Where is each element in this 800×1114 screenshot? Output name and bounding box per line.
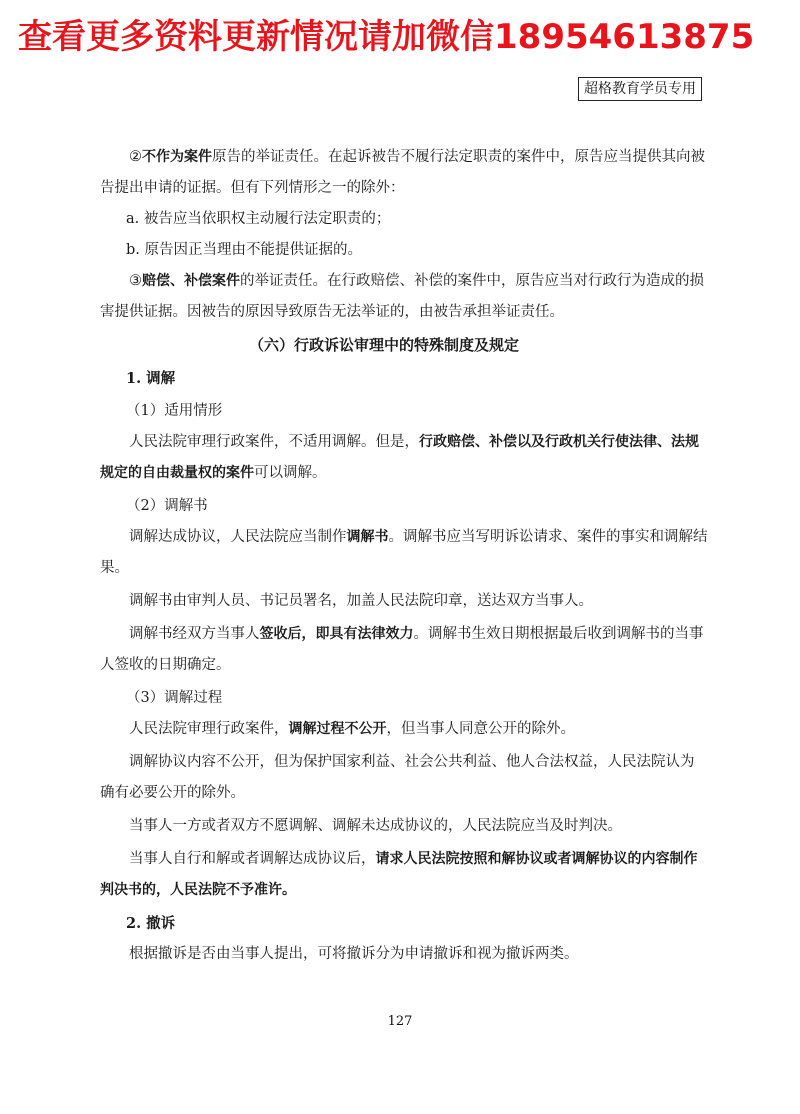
bold-term: 调解过程不公开 [288, 721, 387, 737]
page-content [100, 142, 708, 970]
subsection-subheading: （1）适用情形 [126, 403, 223, 419]
list-item: a. 被告应当依职权主动履行法定职责的； [126, 211, 391, 227]
paragraph [100, 266, 708, 328]
paragraph [100, 619, 708, 681]
paragraph-text: 人民法院审理行政案件，不适用调解。但是， [129, 434, 419, 450]
paragraph [100, 427, 708, 489]
paragraph-text: 。调解书生效日期根据最后收到调解书的当事人签收的日期确定。 [100, 626, 704, 673]
bold-term: 赔偿、补偿案件 [142, 273, 240, 289]
circled-number: ③ [129, 273, 142, 289]
paragraph-text: ，但当事人同意公开的除外。 [386, 721, 575, 737]
paragraph [100, 522, 708, 584]
paragraph-text: 当事人自行和解或者调解达成协议后， [129, 851, 376, 867]
paragraph: 当事人一方或者双方不愿调解、调解未达成协议的，人民法院应当及时判决。 [129, 818, 622, 834]
paragraph [100, 142, 708, 204]
paragraph: 调解协议内容不公开，但为保护国家利益、社会公共利益、他人合法权益，人民法院认为确有必要公开的除外。 [100, 754, 695, 801]
paragraph-text: 调解达成协议，人民法院应当制作 [129, 529, 347, 545]
paragraph-text: 原告的举证责任。在起诉被告不履行法定职责的案件中，原告应当提供其向被告提出申请的证据。但有下列情形之一的除外： [100, 149, 705, 196]
watermark-banner: 查看更多资料更新情况请加微信18954613875 [18, 17, 755, 57]
bold-term: 签收后，即具有法律效力 [259, 626, 414, 642]
subsection-subheading: （2）调解书 [126, 498, 208, 514]
paragraph: 调解书由审判人员、书记员署名，加盖人民法院印章，送达双方当事人。 [129, 593, 593, 609]
list-item: b. 原告因正当理由不能提供证据的。 [126, 242, 362, 258]
page-number: 127 [387, 1014, 413, 1029]
paragraph [100, 844, 708, 906]
paragraph [100, 714, 708, 745]
subsection-heading: 2. 撤诉 [126, 915, 176, 932]
section-heading: （六）行政诉讼审理中的特殊制度及规定 [248, 336, 519, 354]
subsection-heading: 1. 调解 [126, 370, 176, 387]
paragraph-text: 调解书经双方当事人 [129, 626, 260, 642]
paragraph-text: 的举证责任。在行政赔偿、补偿的案件中，原告应当对行政行为造成的损害提供证据。因被告的原因导致原告无法举证的，由被告承担举证责任。 [100, 273, 704, 320]
subsection-subheading: （3）调解过程 [126, 690, 223, 706]
paragraph-text: 可以调解。 [254, 465, 327, 481]
bold-term: 行政赔偿、补偿以及行政机关行使法律、法规规定的自由裁量权的案件 [100, 434, 699, 481]
bold-term: 请求人民法院按照和解协议或者调解协议的内容制作判决书的，人民法院不予准许。 [100, 851, 698, 898]
bold-term: 不作为案件 [142, 149, 212, 165]
circled-number: ② [129, 149, 142, 165]
paragraph: 根据撤诉是否由当事人提出，可将撤诉分为申请撤诉和视为撤诉两类。 [129, 946, 579, 962]
bold-term: 调解书 [346, 529, 389, 545]
paragraph-text: 人民法院审理行政案件， [129, 721, 289, 737]
header-tag: 超格教育学员专用 [578, 77, 702, 101]
paragraph-text: 。调解书应当写明诉讼请求、案件的事实和调解结果。 [100, 529, 708, 576]
